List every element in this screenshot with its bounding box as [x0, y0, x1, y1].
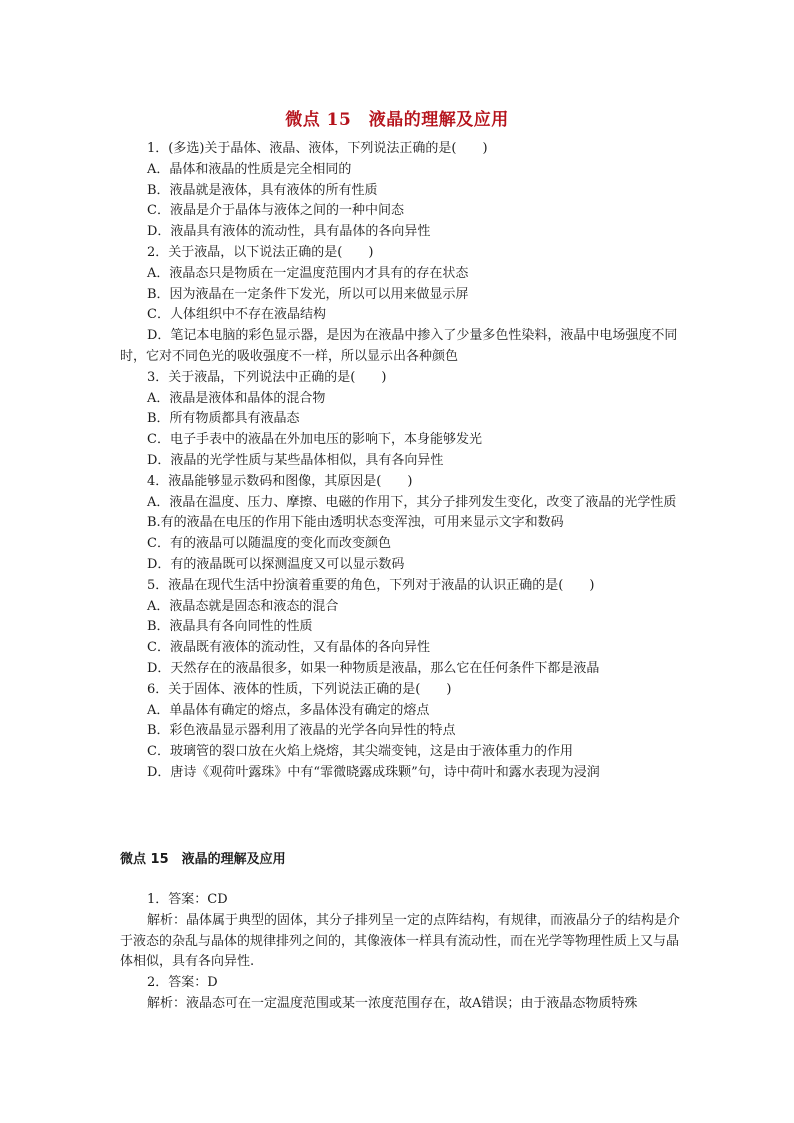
question-list [120, 139, 680, 784]
answer-section-heading [120, 850, 680, 870]
option-a: A．单晶体有确定的熔点，多晶体没有确定的熔点 [147, 702, 430, 718]
option-c: C．人体组织中不存在液晶结构 [147, 307, 326, 323]
question-stem: 4．液晶能够显示数码和图像，其原因是( ) [147, 473, 413, 489]
option-c: C．液晶是介于晶体与液体之间的一种中间态 [147, 203, 404, 219]
option-b: B．彩色液晶显示器利用了液晶的光学各向异性的特点 [147, 723, 456, 739]
option-a: A．液晶态只是物质在一定温度范围内才具有的存在状态 [147, 265, 469, 281]
answer-section-title: 微点 15 液晶的理解及应用 [120, 852, 286, 867]
option-d: D．液晶的光学性质与某些晶体相似，具有各向异性 [147, 452, 444, 468]
option-a: A．液晶态就是固态和液态的混合 [147, 598, 339, 614]
question-stem: 2．关于液晶，以下说法正确的是( ) [147, 244, 374, 260]
option-b: B．所有物质都具有液晶态 [147, 411, 300, 427]
question-stem: 3．关于液晶，下列说法中正确的是( ) [147, 369, 387, 385]
option-a: A．液晶是液体和晶体的混合物 [147, 390, 326, 406]
option-a: A．晶体和液晶的性质是完全相同的 [147, 161, 352, 177]
question-stem: 1．(多选)关于晶体、液晶、液体，下列说法正确的是( ) [147, 141, 488, 156]
option-a: A．液晶在温度、压力、摩擦、电磁的作用下，其分子排列发生变化，改变了液晶的光学性质 [147, 494, 677, 510]
option-d: D．液晶具有液体的流动性，具有晶体的各向异性 [147, 224, 431, 240]
option-c: C．电子手表中的液晶在外加电压的影响下，本身能够发光 [147, 432, 482, 448]
answer-line: 1．答案：CD [147, 892, 228, 907]
option-c: C．玻璃管的裂口放在火焰上烧熔，其尖端变钝，这是由于液体重力的作用 [147, 744, 573, 760]
question-stem: 5．液晶在现代生活中扮演着重要的角色，下列对于液晶的认识正确的是( ) [147, 577, 595, 593]
option-d: D．有的液晶既可以探测温度又可以显示数码 [147, 556, 405, 572]
option-c: C．有的液晶可以随温度的变化而改变颜色 [147, 536, 391, 552]
answer-list [120, 890, 680, 1015]
page-title: 微点 15 液晶的理解及应用 [285, 110, 509, 130]
option-d: D．唐诗《观荷叶露珠》中有“霏微晓露成珠颗”句，诗中荷叶和露水表现为浸润 [147, 764, 600, 780]
option-b: B.有的液晶在电压的作用下能由透明状态变浑浊，可用来显示文字和数码 [147, 515, 564, 531]
option-c: C．液晶既有液体的流动性，又有晶体的各向异性 [147, 640, 430, 656]
option-b: B．因为液晶在一定条件下发光，所以可以用来做显示屏 [147, 286, 469, 302]
analysis-text: 解析：晶体属于典型的固体，其分子排列呈一定的点阵结构，有规律，而液晶分子的结构是介于液态的杂乱与晶体的规律排列之间的，其像液体一样具有流动性，而在光学等物理性质上又与晶体相似，具有各向异性. [120, 912, 681, 970]
option-d: D．笔记本电脑的彩色显示器，是因为在液晶中掺入了少量多色性染料，液晶中电场强度不同时，它对不同色光的吸收强度不一样，所以显示出各种颜色 [120, 328, 678, 364]
answer-line: 2．答案：D [147, 975, 218, 991]
option-b: B．液晶具有各向同性的性质 [147, 619, 313, 635]
option-d: D．天然存在的液晶很多，如果一种物质是液晶，那么它在任何条件下都是液晶 [147, 660, 600, 676]
question-stem: 6．关于固体、液体的性质，下列说法正确的是( ) [147, 681, 452, 697]
option-b: B．液晶就是液体，具有液体的所有性质 [147, 182, 378, 198]
analysis-text: 解析：液晶态可在一定温度范围或某一浓度范围存在，故A错误；由于液晶态物质特殊 [147, 995, 638, 1011]
